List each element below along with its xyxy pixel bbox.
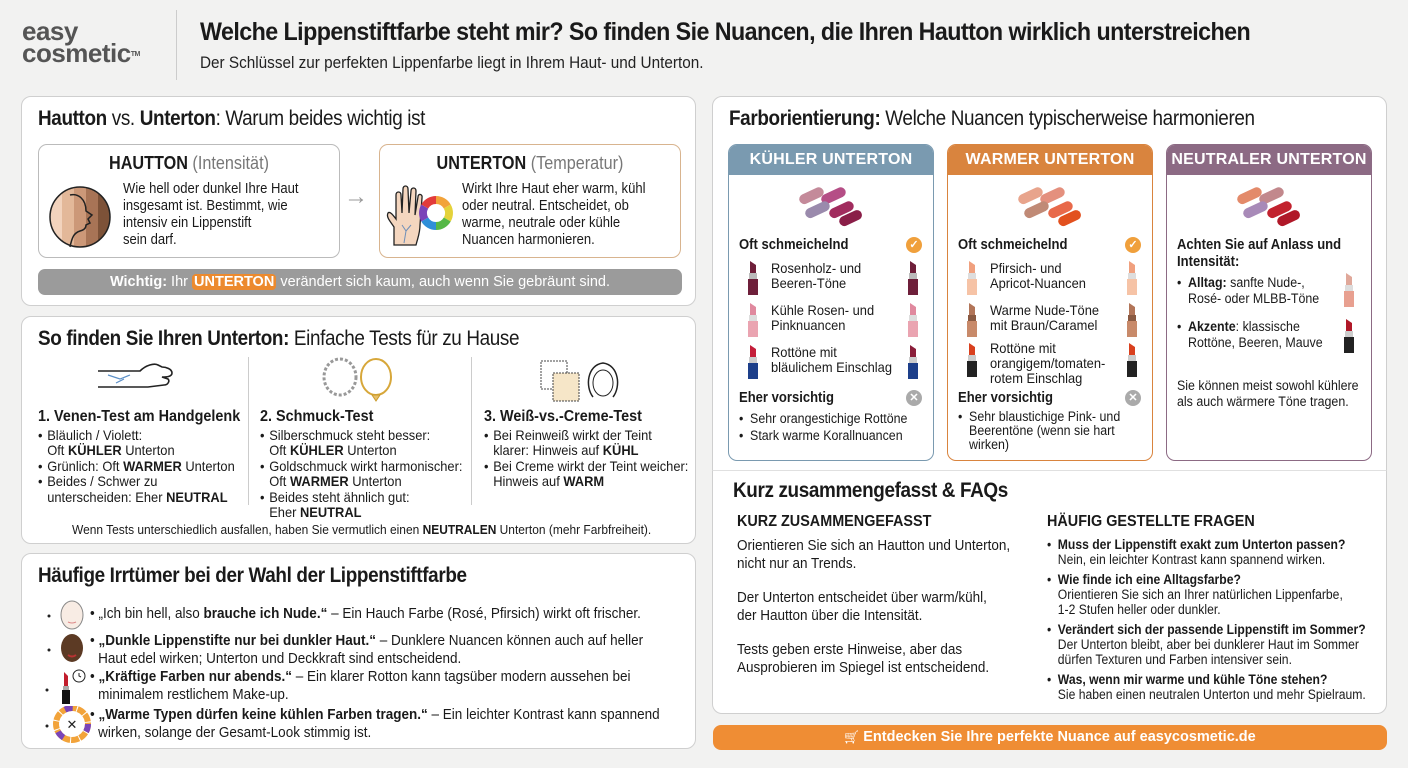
unterton-box	[379, 144, 681, 258]
section-title: So finden Sie Ihren Unterton: Einfache Tests für zu Hause	[38, 327, 520, 350]
hautton-heading: HAUTTON (Intensität)	[109, 153, 269, 173]
lipstick-row: Rottöne mit bläulichem Einschlag	[739, 343, 929, 383]
unterton-heading: UNTERTON (Temperatur)	[436, 153, 624, 173]
myth-item: • „Ich bin hell, also brauche ich Nude.“ – Ein Hauch Farbe (Rosé, Pfirsich) wirkt oft frischer.	[36, 600, 686, 630]
header-divider	[176, 10, 177, 80]
lipstick-icon	[966, 341, 978, 379]
myth-item: • „Kräftige Farben nur abends.“ – Ein klarer Rotton kann tagsüber modern aussehen bei minimalem restlichem Make-up.	[36, 668, 686, 708]
lipstick-icon	[907, 343, 919, 381]
summary-column: KURZ ZUSAMMENGEFASST Orientieren Sie sich an Hautton und Unterton, nicht nur an Trends. Der Unterton entscheidet über warm/kühl, der Hautton über die Intensität. Tests geben erste Hinweise, aber das Ausprobieren im Spiegel ist entscheidend.	[737, 513, 1011, 676]
neutral-undertone-card: NEUTRALER UNTERTON Achten Sie auf Anlass und Intensität: • Alltag: sanfte Nude-, Rosé- oder MLBB-Töne • Akzente: klassische Rottöne, Beeren, Mauve Sie können meist sowohl kühlere als auch wärmere Töne tragen.	[1166, 144, 1372, 461]
arrow-right-icon: →	[344, 183, 368, 210]
lip-swatches-icon	[1010, 183, 1090, 229]
lipstick-row: Kühle Rosen- und Pinknuancen	[739, 301, 929, 341]
lipstick-icon	[907, 301, 919, 339]
page-subtitle: Der Schlüssel zur perfekten Lippenfarbe liegt in Ihrem Haut- und Unterton.	[200, 53, 704, 72]
faq-item: • Wie finde ich eine Alltagsfarbe? Orientieren Sie sich an Ihrer natürlichen Lippenfarbe, 1-2 Stufen heller oder dunkler.	[1047, 572, 1366, 617]
hautton-unterton-panel	[21, 96, 696, 306]
column-divider	[471, 357, 472, 505]
shop-cta-button[interactable]: 🛒 Entdecken Sie Ihre perfekte Nuance auf easycosmetic.de	[713, 725, 1387, 750]
lipstick-icon	[1126, 259, 1138, 297]
faq-column: HÄUFIG GESTELLTE FRAGEN • Muss der Lippenstift exakt zum Unterton passen? Nein, ein leichter Kontrast kann spannend wirken. • Wie finde ich eine Alltagsfarbe? Orientieren Sie sich an Ihrer natürlichen Lippenfarbe, 1-2 Stufen heller oder dunkler. • Verändert sich der passende Lippenstift im Sommer? Der Unterton bleibt, aber bei dunklerer Haut im Sommer dürfen Texturen und Farben intensiver sein. • Was, wenn mir warme und kühle Töne stehen? Sie haben einen neutralen Unterton und mehr Spielraum.	[1047, 513, 1401, 707]
dark-face-icon	[36, 632, 96, 664]
check-icon: ✓	[1125, 237, 1141, 253]
hautton-description: Wie hell oder dunkel Ihre Haut insgesamt ist. Bestimmt, wie intensiv ein Lippenstift sein darf.	[123, 181, 299, 248]
necklaces-icon	[320, 357, 400, 405]
page-title: Welche Lippenstiftfarbe steht mir? So finden Sie Nuancen, die Ihren Hautton wirklich unterstreichen	[200, 18, 1251, 46]
warm-undertone-card: WARMER UNTERTON Oft schmeichelnd ✓ Pfirsich- und Apricot-Nuancen Warme Nude-Töne mit Braun/Caramel Rottöne mit orangigem/tomaten- rotem Einschlag Eher vorsichtig ✕ • Sehr blaustichige Pink- und Beerentöne (wenn sie hart wirken)	[947, 144, 1153, 461]
test-vein: 1. Venen-Test am Handgelenk • Bläulich / Violett: Oft KÜHLER Unterton • Grünlich: Oft WARMER Unterton • Beides / Schwer zu unterscheiden: Eher NEUTRAL	[38, 409, 263, 505]
list-item: • Goldschmuck wirkt harmonischer: Oft WARMER Unterton	[260, 459, 462, 490]
myth-item: • „Dunkle Lippenstifte nur bei dunkler Haut.“ – Dunklere Nuancen können auch auf heller Haut edel wirken; Unterton und Deckkraft sind entscheidend.	[36, 632, 686, 668]
summary-faq-panel	[712, 470, 1387, 714]
lipstick-icon	[747, 301, 759, 339]
list-item: • Beides / Schwer zu unterscheiden: Eher NEUTRAL	[38, 474, 245, 505]
card-header: NEUTRALER UNTERTON	[1167, 145, 1371, 175]
lipstick-row: Rottöne mit orangigem/tomaten- rotem Einschlag	[958, 341, 1148, 389]
color-wheel-cross-icon	[36, 706, 96, 746]
lipstick-icon	[747, 259, 759, 297]
cross-icon: ✕	[906, 390, 922, 406]
card-header: KÜHLER UNTERTON	[729, 145, 933, 175]
column-divider	[248, 357, 249, 505]
unterton-description: Wirkt Ihre Haut eher warm, kühl oder neutral. Entscheidet, ob warme, neutrale oder kühle Nuancen harmonieren.	[462, 181, 646, 248]
lipstick-row: Warme Nude-Töne mit Braun/Caramel	[958, 301, 1148, 341]
tests-footer-note: Wenn Tests unterschiedlich ausfallen, haben Sie vermutlich einen NEUTRALEN Unterton (mehr Farbfreiheit).	[72, 522, 652, 537]
check-icon: ✓	[906, 237, 922, 253]
section-title: Häufige Irrtümer bei der Wahl der Lippenstiftfarbe	[38, 564, 467, 587]
lipstick-icon	[1126, 301, 1138, 339]
faq-item: • Was, wenn mir warme und kühle Töne stehen? Sie haben einen neutralen Unterton und mehr Spielraum.	[1047, 672, 1366, 702]
section-title: Kurz zusammengefasst & FAQs	[733, 479, 1008, 502]
test-jewelry: 2. Schmuck-Test • Silberschmuck steht besser: Oft KÜHLER Unterton • Goldschmuck wirkt harmonischer: Oft WARMER Unterton • Beides steht ähnlich gut: Eher NEUTRAL	[260, 409, 480, 521]
cross-icon: ✕	[1125, 390, 1141, 406]
myths-panel	[21, 553, 696, 749]
test-white-cream: 3. Weiß-vs.-Creme-Test • Bei Reinweiß wirkt der Teint klarer: Hinweis auf KÜHL • Bei Creme wirkt der Teint weicher: Hinweis auf WARM	[484, 409, 706, 490]
list-item: • Bei Creme wirkt der Teint weicher: Hinweis auf WARM	[484, 459, 688, 490]
lipstick-icon	[1343, 271, 1355, 309]
light-face-icon	[36, 600, 96, 630]
lipstick-row: Rosenholz- und Beeren-Töne	[739, 259, 929, 299]
section-title: Farborientierung: Welche Nuancen typischerweise harmonieren	[729, 107, 1255, 130]
lip-swatches-icon	[791, 183, 871, 229]
important-note-bar: Wichtig: Ihr UNTERTON verändert sich kaum, auch wenn Sie gebräunt sind.	[38, 269, 682, 295]
lipstick-icon	[1126, 341, 1138, 379]
brand-logo[interactable]: easy cosmetic™	[22, 16, 140, 68]
lipstick-icon	[1343, 317, 1355, 355]
section-title: Hautton vs. Unterton: Warum beides wichtig ist	[38, 107, 426, 130]
lipstick-icon	[907, 259, 919, 297]
face-profile-icon	[48, 185, 112, 249]
faq-item: • Muss der Lippenstift exakt zum Unterton passen? Nein, ein leichter Kontrast kann spannend wirken.	[1047, 537, 1366, 567]
myth-item: ✕ • „Warme Typen dürfen keine kühlen Farben tragen.“ – Ein leichter Kontrast kann spannend wirken, solange der Gesamt-Look stimmig ist.	[36, 706, 686, 746]
list-item: • Silberschmuck steht besser: Oft KÜHLER Unterton	[260, 428, 462, 459]
lipstick-icon	[966, 301, 978, 339]
wrist-veins-icon	[96, 361, 176, 395]
page-header	[0, 0, 1408, 90]
list-item: • Grünlich: Oft WARMER Unterton	[38, 459, 245, 475]
hand-color-wheel-icon	[384, 183, 456, 247]
list-item: • Beides steht ähnlich gut: Eher NEUTRAL	[260, 490, 462, 521]
lipstick-icon	[747, 343, 759, 381]
lip-swatches-icon	[1229, 183, 1309, 229]
lipstick-clock-icon	[36, 668, 96, 708]
color-orientation-panel	[712, 96, 1387, 471]
lipstick-row: Pfirsich- und Apricot-Nuancen	[958, 259, 1148, 299]
hautton-box	[38, 144, 340, 258]
list-item: • Bläulich / Violett: Oft KÜHLER Unterton	[38, 428, 245, 459]
undertone-tests-panel	[21, 316, 696, 544]
card-header: WARMER UNTERTON	[948, 145, 1152, 175]
list-item: • Bei Reinweiß wirkt der Teint klarer: Hinweis auf KÜHL	[484, 428, 688, 459]
faq-item: • Verändert sich der passende Lippenstift im Sommer? Der Unterton bleibt, aber bei dunklerer Haut im Sommer dürfen Texturen und Farben intensiver sein.	[1047, 622, 1366, 667]
lipstick-icon	[966, 259, 978, 297]
cool-undertone-card: KÜHLER UNTERTON Oft schmeichelnd ✓ Rosenholz- und Beeren-Töne Kühle Rosen- und Pinknuancen Rottöne mit bläulichem Einschlag Eher vorsichtig ✕ • Sehr orangestichige Rottöne • Stark warme Korallnuancen	[728, 144, 934, 461]
fabric-face-icon	[537, 357, 627, 405]
cart-icon: 🛒	[844, 730, 860, 744]
svg-text:✕: ✕	[66, 717, 78, 732]
